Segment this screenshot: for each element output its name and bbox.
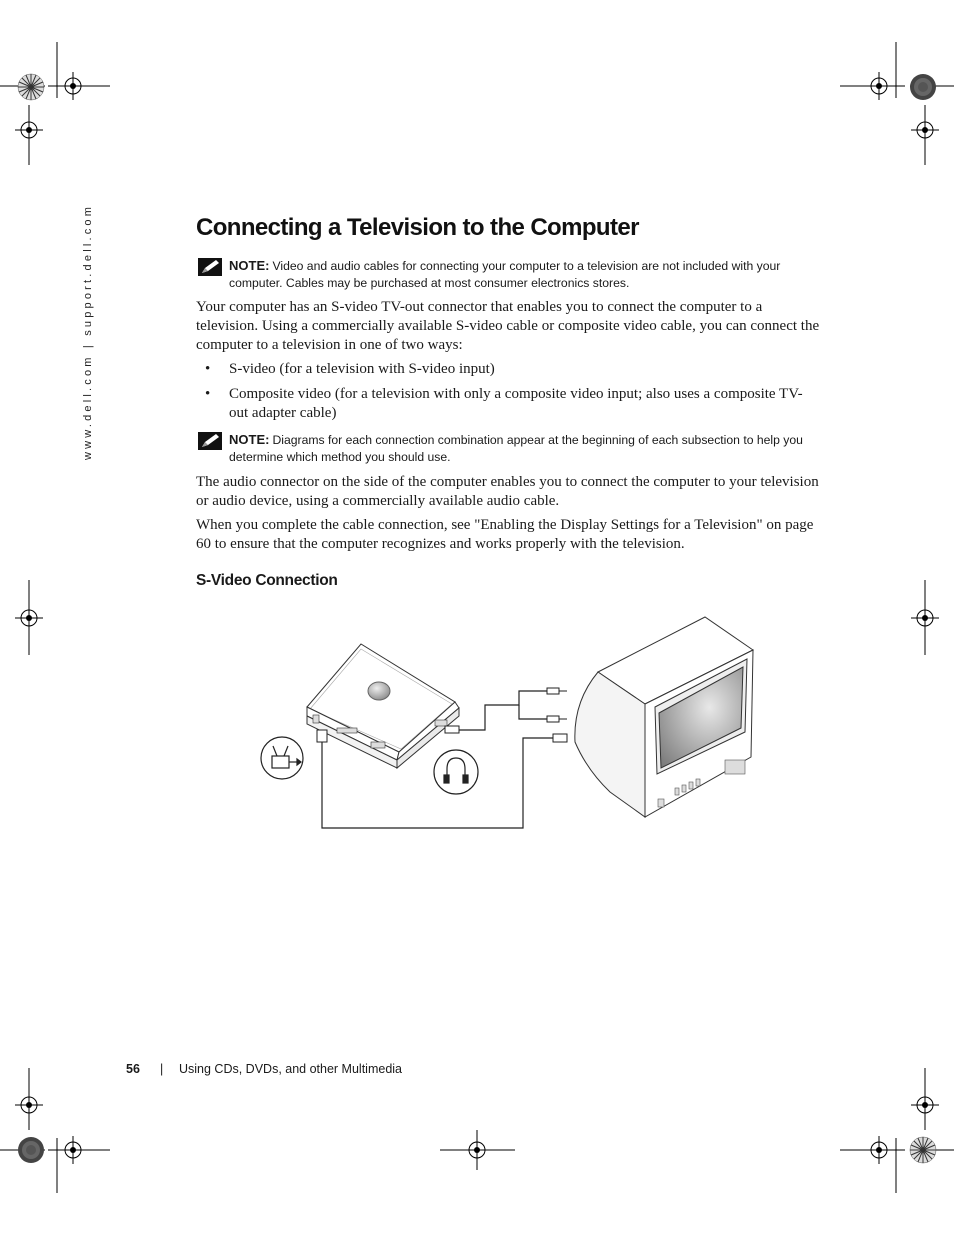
bullet-icon: •	[205, 386, 211, 402]
note-text: Video and audio cables for connecting your computer to a television are not included with your computer. Cables may be purchased at most consumer electronics stores.	[229, 259, 781, 290]
note-pencil-icon	[198, 258, 222, 276]
page-title: Connecting a Television to the Computer	[196, 214, 639, 241]
footer-chapter-title: Using CDs, DVDs, and other Multimedia	[179, 1062, 402, 1076]
footer-separator: |	[160, 1062, 164, 1076]
svideo-connection-diagram	[255, 612, 765, 834]
bullet-icon: •	[205, 361, 211, 377]
audio-paragraph: The audio connector on the side of the computer enables you to connect the computer to your television or audio device, using a commercially available audio cable.	[196, 474, 819, 509]
note-label: NOTE:	[229, 258, 270, 273]
headphone-connector-icon	[434, 750, 478, 794]
settings-paragraph: When you complete the cable connection, see "Enabling the Display Settings for a Television" on page 60 to ensure that the computer recognizes and works properly with the television.	[196, 517, 814, 552]
note-text: Diagrams for each connection combination appear at the beginning of each subsection to help you determine which method you should use.	[229, 433, 803, 464]
note-1	[196, 257, 816, 292]
page-footer	[126, 1062, 402, 1076]
note-label: NOTE:	[229, 432, 270, 447]
note-2	[196, 431, 816, 466]
page-number: 56	[126, 1062, 140, 1076]
connection-options-list	[196, 360, 816, 429]
laptop-illustration	[307, 644, 459, 768]
side-url: www.dell.com | support.dell.com	[82, 203, 94, 460]
note-pencil-icon	[198, 432, 222, 450]
television-illustration	[575, 617, 753, 817]
section-heading: S-Video Connection	[196, 572, 338, 589]
intro-paragraph: Your computer has an S-video TV-out connector that enables you to connect the computer to a television. Using a commercially available S-video cable or composite video cable, you can connect the computer to a television in one of two ways:	[196, 299, 820, 353]
tv-out-connector-icon	[261, 737, 303, 779]
list-item: • S-video (for a television with S-video input)	[205, 361, 495, 377]
list-item: • Composite video (for a television with only a composite video input; also uses a composite TV-out adapter cable)	[205, 386, 803, 421]
